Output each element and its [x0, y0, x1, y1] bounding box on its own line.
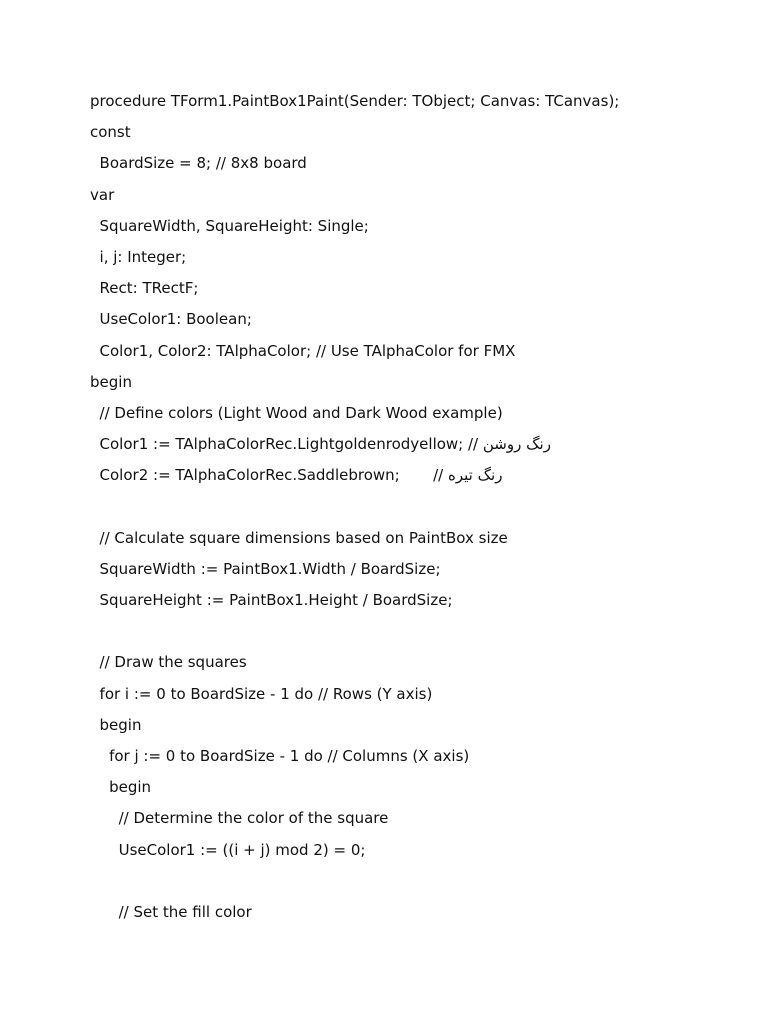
code-line: Rect: TRectF; [90, 279, 199, 298]
code-line: Color2 := TAlphaColorRec.Saddlebrown; // رنگ تیره [90, 466, 503, 485]
code-listing [90, 90, 730, 932]
code-line: SquareHeight := PaintBox1.Height / BoardSize; [90, 591, 453, 609]
code-line: for j := 0 to BoardSize - 1 do // Columns (X axis) [90, 746, 470, 765]
code-line: // Define colors (Light Wood and Dark Wood example) [90, 403, 503, 422]
code-line: BoardSize = 8; // 8x8 board [90, 154, 307, 173]
code-line: UseColor1: Boolean; [90, 310, 252, 329]
code-line: for i := 0 to BoardSize - 1 do // Rows (Y axis) [90, 684, 433, 703]
code-line: begin [90, 715, 142, 734]
code-line: UseColor1 := ((i + j) mod 2) = 0; [90, 840, 366, 859]
code-line: const [90, 123, 131, 142]
code-line: SquareWidth := PaintBox1.Width / BoardSize; [90, 559, 441, 578]
blank-line [90, 620, 730, 651]
blank-line [90, 870, 730, 901]
code-line: i, j: Integer; [90, 247, 187, 266]
code-line: SquareWidth, SquareHeight: Single; [90, 216, 369, 235]
code-line: // Set the fill color [90, 902, 252, 921]
code-line: // Calculate square dimensions based on PaintBox size [90, 528, 508, 547]
code-line: // Determine the color of the square [90, 809, 389, 828]
blank-line [90, 495, 730, 526]
code-line: Color1, Color2: TAlphaColor; // Use TAlphaColor for FMX [90, 341, 516, 360]
code-line: begin [90, 778, 152, 797]
code-line: begin [90, 372, 132, 391]
code-line: Color1 := TAlphaColorRec.Lightgoldenrodyellow; // رنگ روشن [90, 435, 551, 454]
code-line: procedure TForm1.PaintBox1Paint(Sender: TObject; Canvas: TCanvas); [90, 92, 620, 110]
code-line: var [90, 185, 115, 204]
code-line: // Draw the squares [90, 653, 247, 672]
